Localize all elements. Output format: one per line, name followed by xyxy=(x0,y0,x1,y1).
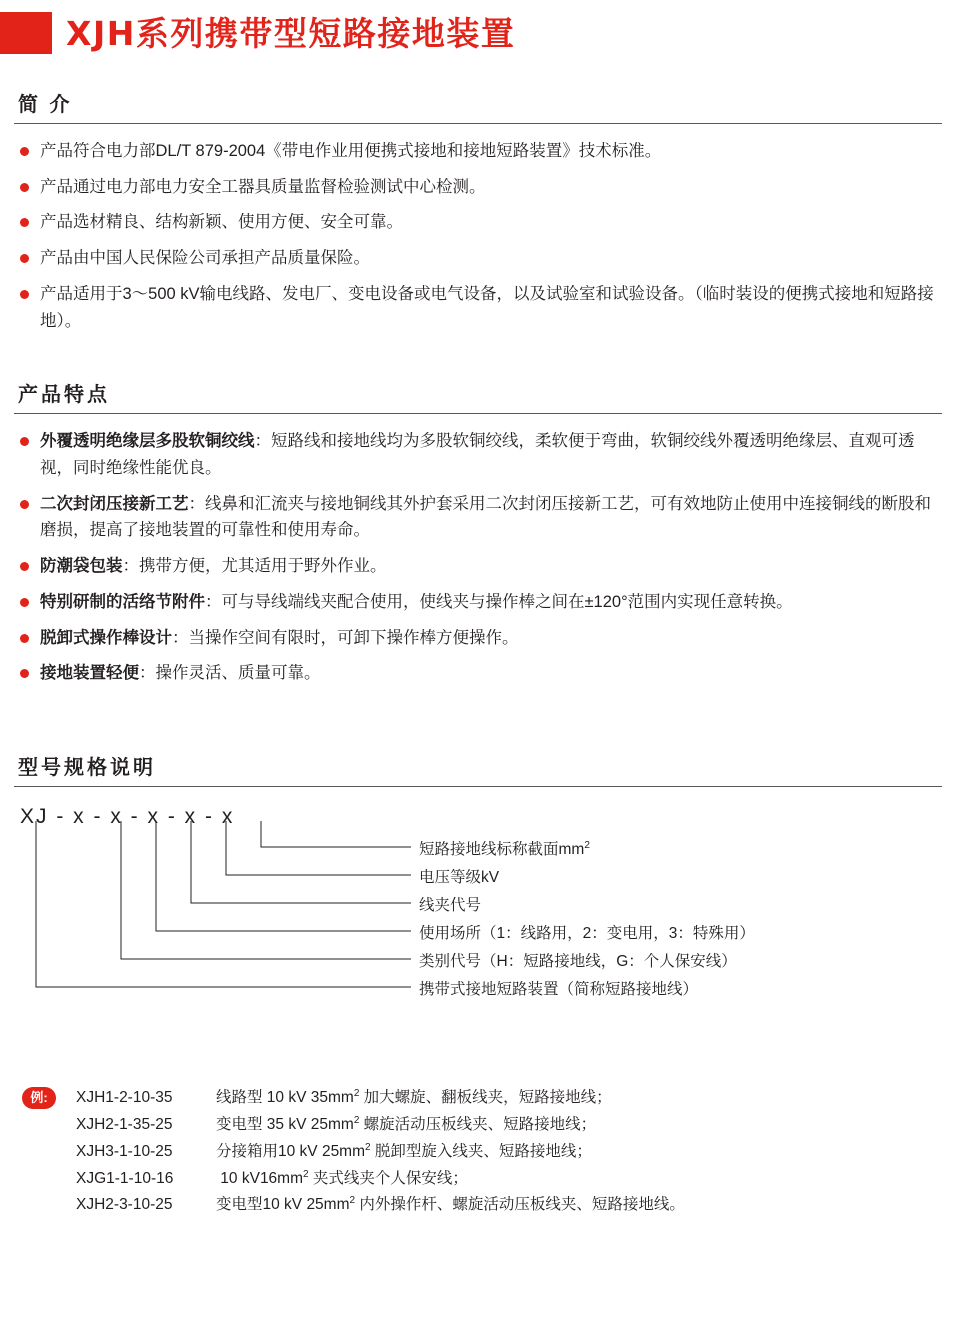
feature-text: 可与导线端线夹配合使用，使线夹与操作棒之间在±120°范围内实现任意转换。 xyxy=(221,592,793,611)
feature-label: 外覆透明绝缘层多股软铜绞线 xyxy=(40,432,255,451)
feature-sep: ： xyxy=(254,432,271,451)
model-legend-text: 使用场所（1：线路用，2：变电用，3：特殊用） xyxy=(419,925,755,943)
list-item xyxy=(14,245,942,272)
feature-text: 短路线和接地线均为多股软铜绞线，柔软便于弯曲，软铜绞线外覆透明绝缘层、直观可透视，同时绝缘性能优良。 xyxy=(40,432,915,478)
example-model: XJH3-1-10-25 xyxy=(76,1142,173,1160)
feature-label: 防潮袋包装 xyxy=(40,557,123,576)
feature-sep: ： xyxy=(205,592,222,611)
model-legend-text: 短路接地线标称截面mm xyxy=(419,841,585,859)
example-desc-b: 脱卸型旋入线夹、短路接地线； xyxy=(370,1142,592,1160)
example-model: XJH2-1-35-25 xyxy=(76,1116,173,1134)
list-item xyxy=(14,428,942,481)
example-row xyxy=(76,1166,942,1193)
feature-sep: ： xyxy=(172,628,189,647)
list-item xyxy=(14,589,942,616)
model-code-text: XJ - x - x - x - x - x xyxy=(20,805,235,829)
intro-heading xyxy=(14,88,942,124)
model-legend-item xyxy=(419,865,499,887)
example-sup: 2 xyxy=(365,1141,371,1153)
features-heading-text: 产品特点 xyxy=(18,384,110,407)
example-desc-a: 线路型 10 kV 35mm xyxy=(216,1089,354,1107)
model-legend-text: 电压等级kV xyxy=(419,869,500,887)
example-desc-b: 螺旋活动压板线夹、短路接地线； xyxy=(359,1116,597,1134)
model-legend-item xyxy=(419,949,737,971)
features-heading xyxy=(14,378,942,414)
example-desc-a: 变电型 35 kV 25mm xyxy=(216,1116,354,1134)
page-root xyxy=(0,12,956,1332)
feature-sep: ： xyxy=(139,664,156,683)
example-desc-b: 内外操作杆、螺旋活动压板线夹、短路接地线。 xyxy=(355,1196,685,1214)
example-model: XJH2-3-10-25 xyxy=(76,1196,173,1214)
example-sup: 2 xyxy=(349,1195,356,1207)
example-model: XJG1-1-10-16 xyxy=(76,1169,174,1187)
example-badge: 例: xyxy=(22,1087,56,1109)
feature-text: 线鼻和汇流夹与接地铜线其外护套采用二次封闭压接新工艺，可有效地防止使用中连接铜线的断股和磨损，提高了接地装置的可靠性和使用寿命。 xyxy=(40,494,931,540)
example-desc-a: 10 kV16mm xyxy=(216,1169,304,1187)
example-desc-b: 夹式线夹个人保安线； xyxy=(308,1169,468,1187)
model-legend-text: 携带式接地短路装置（简称短路接地线） xyxy=(419,981,699,999)
example-sup: 2 xyxy=(353,1088,360,1100)
list-item xyxy=(14,138,942,165)
intro-item-text: 产品适用于3～500 kV输电线路、发电厂、变电设备或电气设备，以及试验室和试验设备。（临时装设的便携式接地和短路接地）。 xyxy=(40,284,934,330)
model-heading xyxy=(14,751,942,787)
features-list xyxy=(14,428,942,687)
example-desc-a: 分接箱用10 kV 25mm xyxy=(216,1142,366,1160)
model-legend-text: 类别代号（H：短路接地线，G：个人保安线） xyxy=(419,953,737,971)
feature-label: 二次封闭压接新工艺 xyxy=(40,494,189,513)
list-item xyxy=(14,491,942,544)
model-legend-item xyxy=(419,921,755,943)
example-row xyxy=(76,1139,942,1166)
feature-sep: ： xyxy=(188,494,205,513)
feature-label: 特别研制的活络节附件 xyxy=(40,592,205,611)
feature-label: 脱卸式操作棒设计 xyxy=(40,628,172,647)
example-row xyxy=(76,1085,942,1112)
intro-list xyxy=(14,138,942,334)
example-sup: 2 xyxy=(353,1114,360,1126)
example-row xyxy=(76,1192,942,1219)
intro-item-text: 产品选材精良、结构新颖、使用方便、安全可靠。 xyxy=(40,213,403,232)
model-legend-item xyxy=(419,893,481,915)
list-item xyxy=(14,660,942,687)
feature-text: 携带方便，尤其适用于野外作业。 xyxy=(139,557,387,576)
model-legend-sup: 2 xyxy=(584,839,590,851)
model-heading-text: 型号规格说明 xyxy=(18,757,156,780)
list-item xyxy=(14,209,942,236)
feature-text: 当操作空间有限时，可卸下操作棒方便操作。 xyxy=(188,628,519,647)
feature-text: 操作灵活、质量可靠。 xyxy=(155,664,321,683)
example-sup: 2 xyxy=(303,1168,309,1180)
intro-item-text: 产品通过电力部电力安全工器具质量监督检验测试中心检测。 xyxy=(40,177,486,196)
feature-sep: ： xyxy=(122,557,139,576)
feature-label: 接地装置轻便 xyxy=(40,664,139,683)
model-code-diagram xyxy=(14,805,942,1065)
page-title: XJH系列携带型短路接地装置 xyxy=(66,13,516,53)
example-model: XJH1-2-10-35 xyxy=(76,1089,173,1107)
list-item xyxy=(14,625,942,652)
list-item xyxy=(14,553,942,580)
content-section xyxy=(14,88,942,1219)
example-desc-b: 加大螺旋、翻板线夹，短路接地线； xyxy=(359,1089,612,1107)
page-header xyxy=(0,12,956,54)
intro-heading-text: 简 介 xyxy=(18,94,73,116)
examples-block xyxy=(14,1085,942,1219)
list-item xyxy=(14,281,942,334)
list-item xyxy=(14,174,942,201)
example-row xyxy=(76,1112,942,1139)
header-accent-bar xyxy=(0,12,52,54)
model-legend-item xyxy=(419,837,590,859)
example-desc-a: 变电型10 kV 25mm xyxy=(216,1196,350,1214)
model-legend-item xyxy=(419,977,698,999)
intro-item-text: 产品符合电力部DL/T 879-2004《带电作业用便携式接地和接地短路装置》技术标准。 xyxy=(40,142,662,160)
model-legend-text: 线夹代号 xyxy=(419,897,482,915)
intro-item-text: 产品由中国人民保险公司承担产品质量保险。 xyxy=(40,249,370,268)
